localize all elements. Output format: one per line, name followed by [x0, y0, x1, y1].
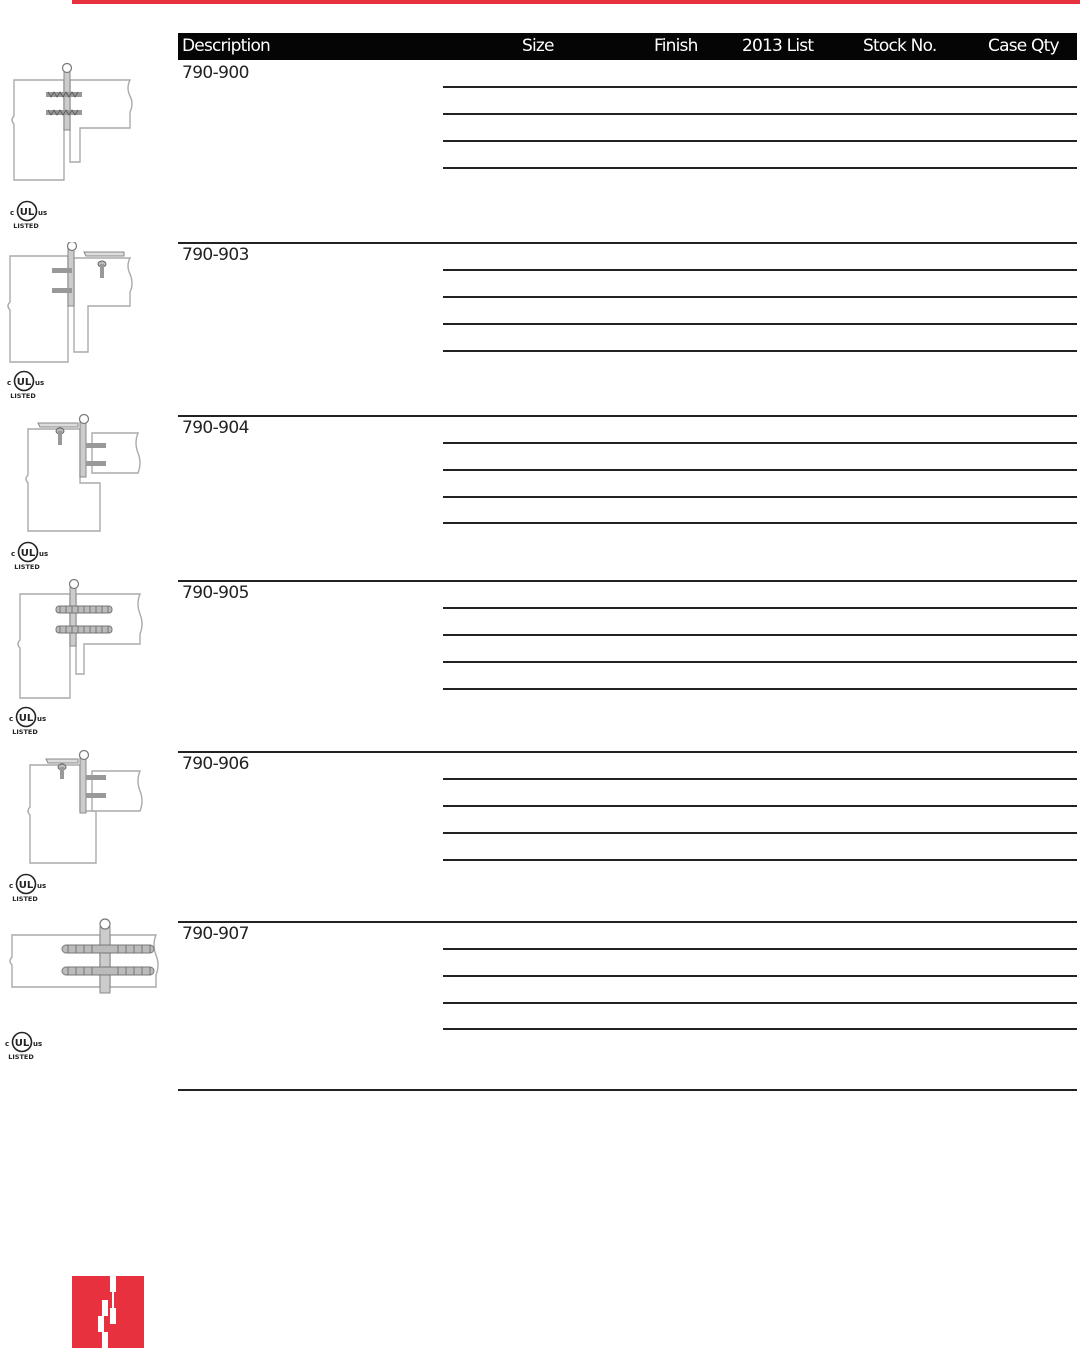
top-accent-rule: [72, 0, 1080, 4]
product-model: 790-906: [182, 754, 249, 774]
row-divider: [443, 948, 1077, 950]
ul-c-text: c: [11, 550, 16, 558]
row-divider: [443, 323, 1077, 325]
column-header-description: Description: [182, 36, 271, 56]
hinge-section-diagram: [12, 578, 144, 700]
product-divider: [178, 415, 1077, 417]
product-divider: [178, 242, 1077, 244]
row-divider: [443, 859, 1077, 861]
row-divider: [443, 113, 1077, 115]
ul-listed-text: LISTED: [10, 392, 36, 400]
column-header-size: Size: [522, 36, 554, 56]
column-header-stock-number: Stock No.: [863, 36, 937, 56]
ul-listed-icon: [6, 873, 48, 903]
column-header-case-quantity: Case Qty: [988, 36, 1059, 56]
ul-listed-text: LISTED: [12, 895, 38, 903]
product-divider: [178, 921, 1077, 923]
row-divider: [443, 140, 1077, 142]
row-divider: [443, 1028, 1077, 1030]
ul-listed-text: LISTED: [14, 563, 40, 571]
ul-c-text: c: [7, 379, 12, 387]
row-divider: [443, 661, 1077, 663]
product-divider: [178, 580, 1077, 582]
row-divider: [443, 634, 1077, 636]
row-divider: [443, 167, 1077, 169]
row-divider: [443, 1002, 1077, 1004]
ul-text: UL: [18, 713, 34, 724]
column-header-list-price: 2013 List: [742, 36, 814, 56]
ul-c-text: c: [9, 882, 14, 890]
row-divider: [443, 975, 1077, 977]
ul-c-text: c: [10, 209, 15, 217]
product-divider: [178, 751, 1077, 753]
ul-text: UL: [16, 377, 32, 388]
row-divider: [443, 778, 1077, 780]
ul-text: UL: [18, 880, 34, 891]
row-divider: [443, 607, 1077, 609]
product-model: 790-905: [182, 583, 249, 603]
ul-text: UL: [19, 207, 35, 218]
ul-listed-text: LISTED: [13, 222, 39, 230]
row-divider: [443, 522, 1077, 524]
product-model: 790-903: [182, 245, 249, 265]
ul-listed-icon: [8, 541, 50, 571]
row-divider: [443, 469, 1077, 471]
ul-listed-icon: [4, 370, 46, 400]
ul-us-text: us: [37, 882, 47, 890]
ul-text: UL: [20, 548, 36, 559]
row-divider: [443, 350, 1077, 352]
table-header: [178, 33, 1077, 60]
product-model: 790-900: [182, 63, 249, 83]
row-divider: [443, 86, 1077, 88]
hinge-section-diagram: [6, 242, 138, 364]
hinge-section-diagram: [20, 413, 144, 535]
product-model: 790-904: [182, 418, 249, 438]
product-model: 790-907: [182, 924, 249, 944]
row-divider: [443, 269, 1077, 271]
row-divider: [443, 832, 1077, 834]
ul-us-text: us: [38, 209, 48, 217]
ul-us-text: us: [39, 550, 49, 558]
row-divider: [443, 805, 1077, 807]
row-divider: [443, 496, 1077, 498]
ul-c-text: c: [5, 1040, 10, 1048]
row-divider: [443, 296, 1077, 298]
ul-listed-icon: [6, 706, 48, 736]
brand-logo-icon: [72, 1276, 144, 1348]
ul-listed-text: LISTED: [12, 728, 38, 736]
column-header-finish: Finish: [654, 36, 698, 56]
hinge-section-diagram: [20, 749, 144, 867]
hinge-section-diagram: [8, 62, 138, 184]
ul-listed-icon: [7, 200, 49, 230]
ul-us-text: us: [33, 1040, 43, 1048]
ul-us-text: us: [35, 379, 45, 387]
row-divider: [443, 688, 1077, 690]
ul-c-text: c: [9, 715, 14, 723]
ul-listed-text: LISTED: [8, 1053, 34, 1061]
hinge-section-diagram: [6, 915, 162, 995]
ul-listed-icon: [2, 1031, 44, 1061]
table-bottom-rule: [178, 1089, 1077, 1091]
row-divider: [443, 442, 1077, 444]
ul-text: UL: [14, 1038, 30, 1049]
ul-us-text: us: [37, 715, 47, 723]
